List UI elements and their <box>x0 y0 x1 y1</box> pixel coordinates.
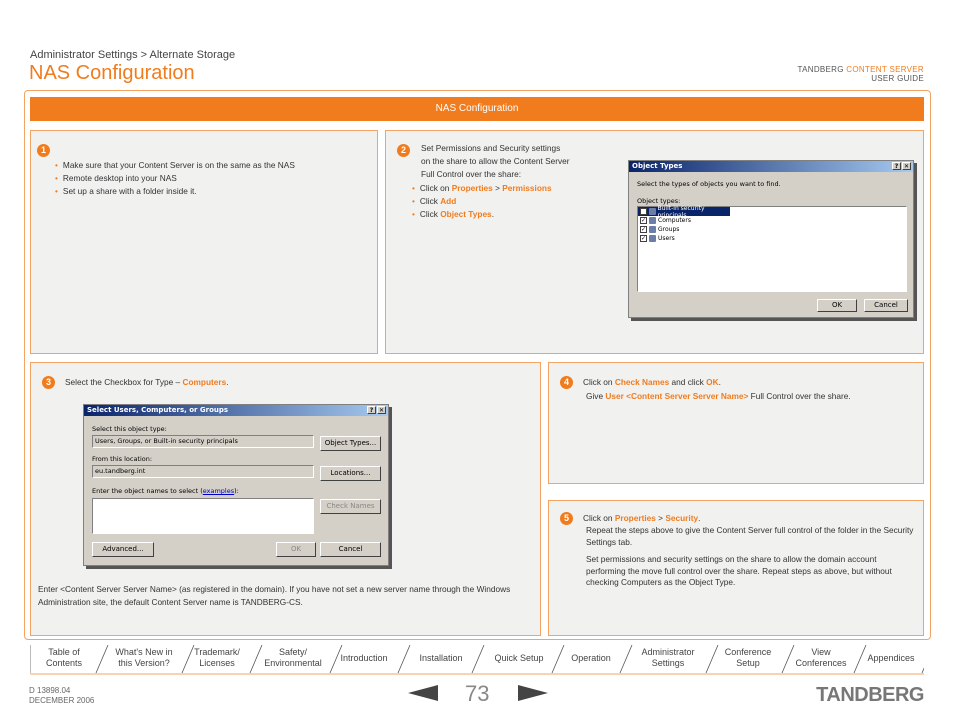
step-3-panel <box>30 362 541 636</box>
computer-icon <box>649 217 656 224</box>
footer-tab-quick-setup[interactable] <box>484 653 554 664</box>
select-users-dialog <box>83 404 389 566</box>
footer-tab-label: View <box>811 647 831 657</box>
footer-tab-trademark-licenses[interactable] <box>182 647 252 669</box>
previous-page-icon[interactable] <box>408 685 438 701</box>
footer-tab-table-of-contents[interactable] <box>30 647 98 669</box>
names-label: Enter the object names to select (examples): <box>92 487 239 495</box>
footer-tab-installation[interactable] <box>408 653 474 664</box>
footer-tab-label: Safety/ <box>278 647 307 657</box>
list-item: • Make sure that your Content Server is on the same as the NAS <box>55 159 295 172</box>
footer-tab-what-s-new-in-this-version[interactable] <box>104 647 184 669</box>
step-4-line-1: Click on Check Names and click OK. <box>583 377 721 387</box>
principal-icon <box>649 208 656 215</box>
page-number: 73 <box>465 681 490 706</box>
cancel-button[interactable]: Cancel <box>864 299 908 312</box>
list-item: • Click on Properties > Permissions <box>412 182 552 195</box>
footer-tab-label: Licenses <box>199 658 235 668</box>
object-types-dialog <box>628 160 914 318</box>
check-names-button[interactable]: Check Names <box>320 499 381 514</box>
user-icon <box>649 235 656 242</box>
step-1-bullets <box>55 159 295 198</box>
object-names-input[interactable] <box>92 498 314 534</box>
examples-link[interactable]: examples <box>202 487 235 495</box>
help-icon[interactable]: ? <box>892 162 901 170</box>
brand-sub: USER GUIDE <box>871 74 924 83</box>
brand-prefix: TANDBERG <box>797 65 847 74</box>
checkbox[interactable]: ✓ <box>641 208 647 215</box>
checkbox[interactable]: ✓ <box>641 217 647 224</box>
location-label: From this location: <box>92 455 153 463</box>
step-5-para-1: Repeat the steps above to give the Content Server full control of the folder in the Security Settings tab. <box>586 525 914 547</box>
close-icon[interactable]: ✕ <box>378 407 385 414</box>
object-types-button[interactable]: Object Types... <box>320 436 381 451</box>
footer-tab-label: What's New in <box>115 647 173 657</box>
footer-nav <box>30 643 924 675</box>
step-2-intro: Set Permissions and Security settings on the share to allow the Content Server Full Control over the share: <box>421 143 570 179</box>
step-4-panel <box>548 362 924 484</box>
help-icon[interactable]: ? <box>367 406 376 414</box>
list-item[interactable]: ✓ Groups <box>641 226 680 233</box>
footer-tab-conference-setup[interactable] <box>712 647 784 669</box>
footer-tab-label: Administrator <box>641 647 695 657</box>
page-title: NAS Configuration <box>29 62 195 84</box>
location-field: eu.tandberg.int <box>92 465 314 478</box>
step-2-panel <box>385 130 924 354</box>
list-item[interactable]: ✓ Built-in security principals <box>638 207 730 216</box>
dialog-title-bar: Select Users, Computers, or Groups ? ✕ <box>84 405 388 416</box>
close-icon[interactable]: ✕ <box>903 163 910 170</box>
list-item: • Set up a share with a folder inside it. <box>55 185 295 198</box>
step-3-instruction: Select the Checkbox for Type – Computers. <box>65 377 229 387</box>
next-page-icon[interactable] <box>518 685 548 701</box>
step-5-para-2: Set permissions and security settings on the share to allow the domain account performing the move full control over the share. Repeat steps as above, but without checking Computers as the Object Type. <box>586 554 892 587</box>
list-item[interactable]: ✓ Computers <box>641 217 691 224</box>
footer-tab-label: Operation <box>571 653 611 663</box>
footer-tab-safety-environmental[interactable] <box>254 647 332 669</box>
dialog-instruction: Select the types of objects you want to find. <box>637 180 781 188</box>
advanced-button[interactable]: Advanced... <box>92 542 154 557</box>
step-2-number: 2 <box>397 144 410 157</box>
object-type-label: Select this object type: <box>92 425 167 433</box>
list-item: • Remote desktop into your NAS <box>55 172 295 185</box>
list-item: • Click Add <box>412 195 552 208</box>
brand-block <box>798 65 924 83</box>
list-item[interactable]: ✓ Users <box>641 235 675 242</box>
ok-button[interactable]: OK <box>276 542 316 557</box>
footer-tab-label: Environmental <box>264 658 322 668</box>
step-4-line-2: Give User <Content Server Server Name> Full Control over the share. <box>586 391 851 401</box>
footer-tab-label: Table of <box>48 647 80 657</box>
footer-tab-label: this Version? <box>118 658 170 668</box>
step-5-panel <box>548 500 924 636</box>
breadcrumb: Administrator Settings > Alternate Storage <box>30 49 236 61</box>
footer-tab-label: Conference <box>724 647 772 657</box>
section-banner: NAS Configuration <box>30 97 924 121</box>
checkbox[interactable]: ✓ <box>641 235 647 242</box>
footer-tab-operation[interactable] <box>560 653 622 664</box>
footer-tab-introduction[interactable] <box>328 653 400 664</box>
step-5-line-1: Click on Properties > Security. <box>583 513 701 523</box>
footer-tab-label: Quick Setup <box>494 653 544 663</box>
locations-button[interactable]: Locations... <box>320 466 381 481</box>
footer-tab-label: Contents <box>45 658 83 668</box>
step-3-note: Enter <Content Server Server Name> (as registered in the domain). If you have not set a new server name through the Windows Administration site, the default Content Server name is TANDBERG-CS. <box>38 584 511 607</box>
footer-tab-administrator-settings[interactable] <box>628 647 708 669</box>
footer-tab-appendices[interactable] <box>858 653 924 664</box>
footer-tab-label: Settings <box>651 658 685 668</box>
ok-button[interactable]: OK <box>817 299 857 312</box>
document-id: D 13898.04 DECEMBER 2006 <box>29 686 95 705</box>
footer-tab-label: Introduction <box>340 653 388 663</box>
step-2-bullets <box>412 182 552 221</box>
tandberg-logo: TANDBERG <box>816 684 924 706</box>
step-1-panel <box>30 130 378 354</box>
footer-tab-view-conferences[interactable] <box>786 647 856 669</box>
checkbox[interactable]: ✓ <box>641 226 647 233</box>
footer-tab-label: Conferences <box>795 658 847 668</box>
footer-tab-label: Appendices <box>867 653 915 663</box>
step-3-number: 3 <box>42 376 55 389</box>
step-4-number: 4 <box>560 376 573 389</box>
footer-tab-label: Trademark/ <box>194 647 240 657</box>
object-type-field: Users, Groups, or Built-in security principals <box>92 435 314 448</box>
step-5-number: 5 <box>560 512 573 525</box>
dialog-title-bar: Object Types ? ✕ <box>629 161 913 172</box>
list-item: • Click Object Types. <box>412 208 552 221</box>
list-label: Object types: <box>637 197 681 205</box>
step-1-number: 1 <box>37 144 50 157</box>
brand-accent: CONTENT SERVER <box>846 65 924 74</box>
footer-tab-label: Installation <box>419 653 463 663</box>
object-types-list[interactable] <box>637 206 907 292</box>
footer-tab-label: Setup <box>736 658 760 668</box>
group-icon <box>649 226 656 233</box>
cancel-button[interactable]: Cancel <box>320 542 381 557</box>
